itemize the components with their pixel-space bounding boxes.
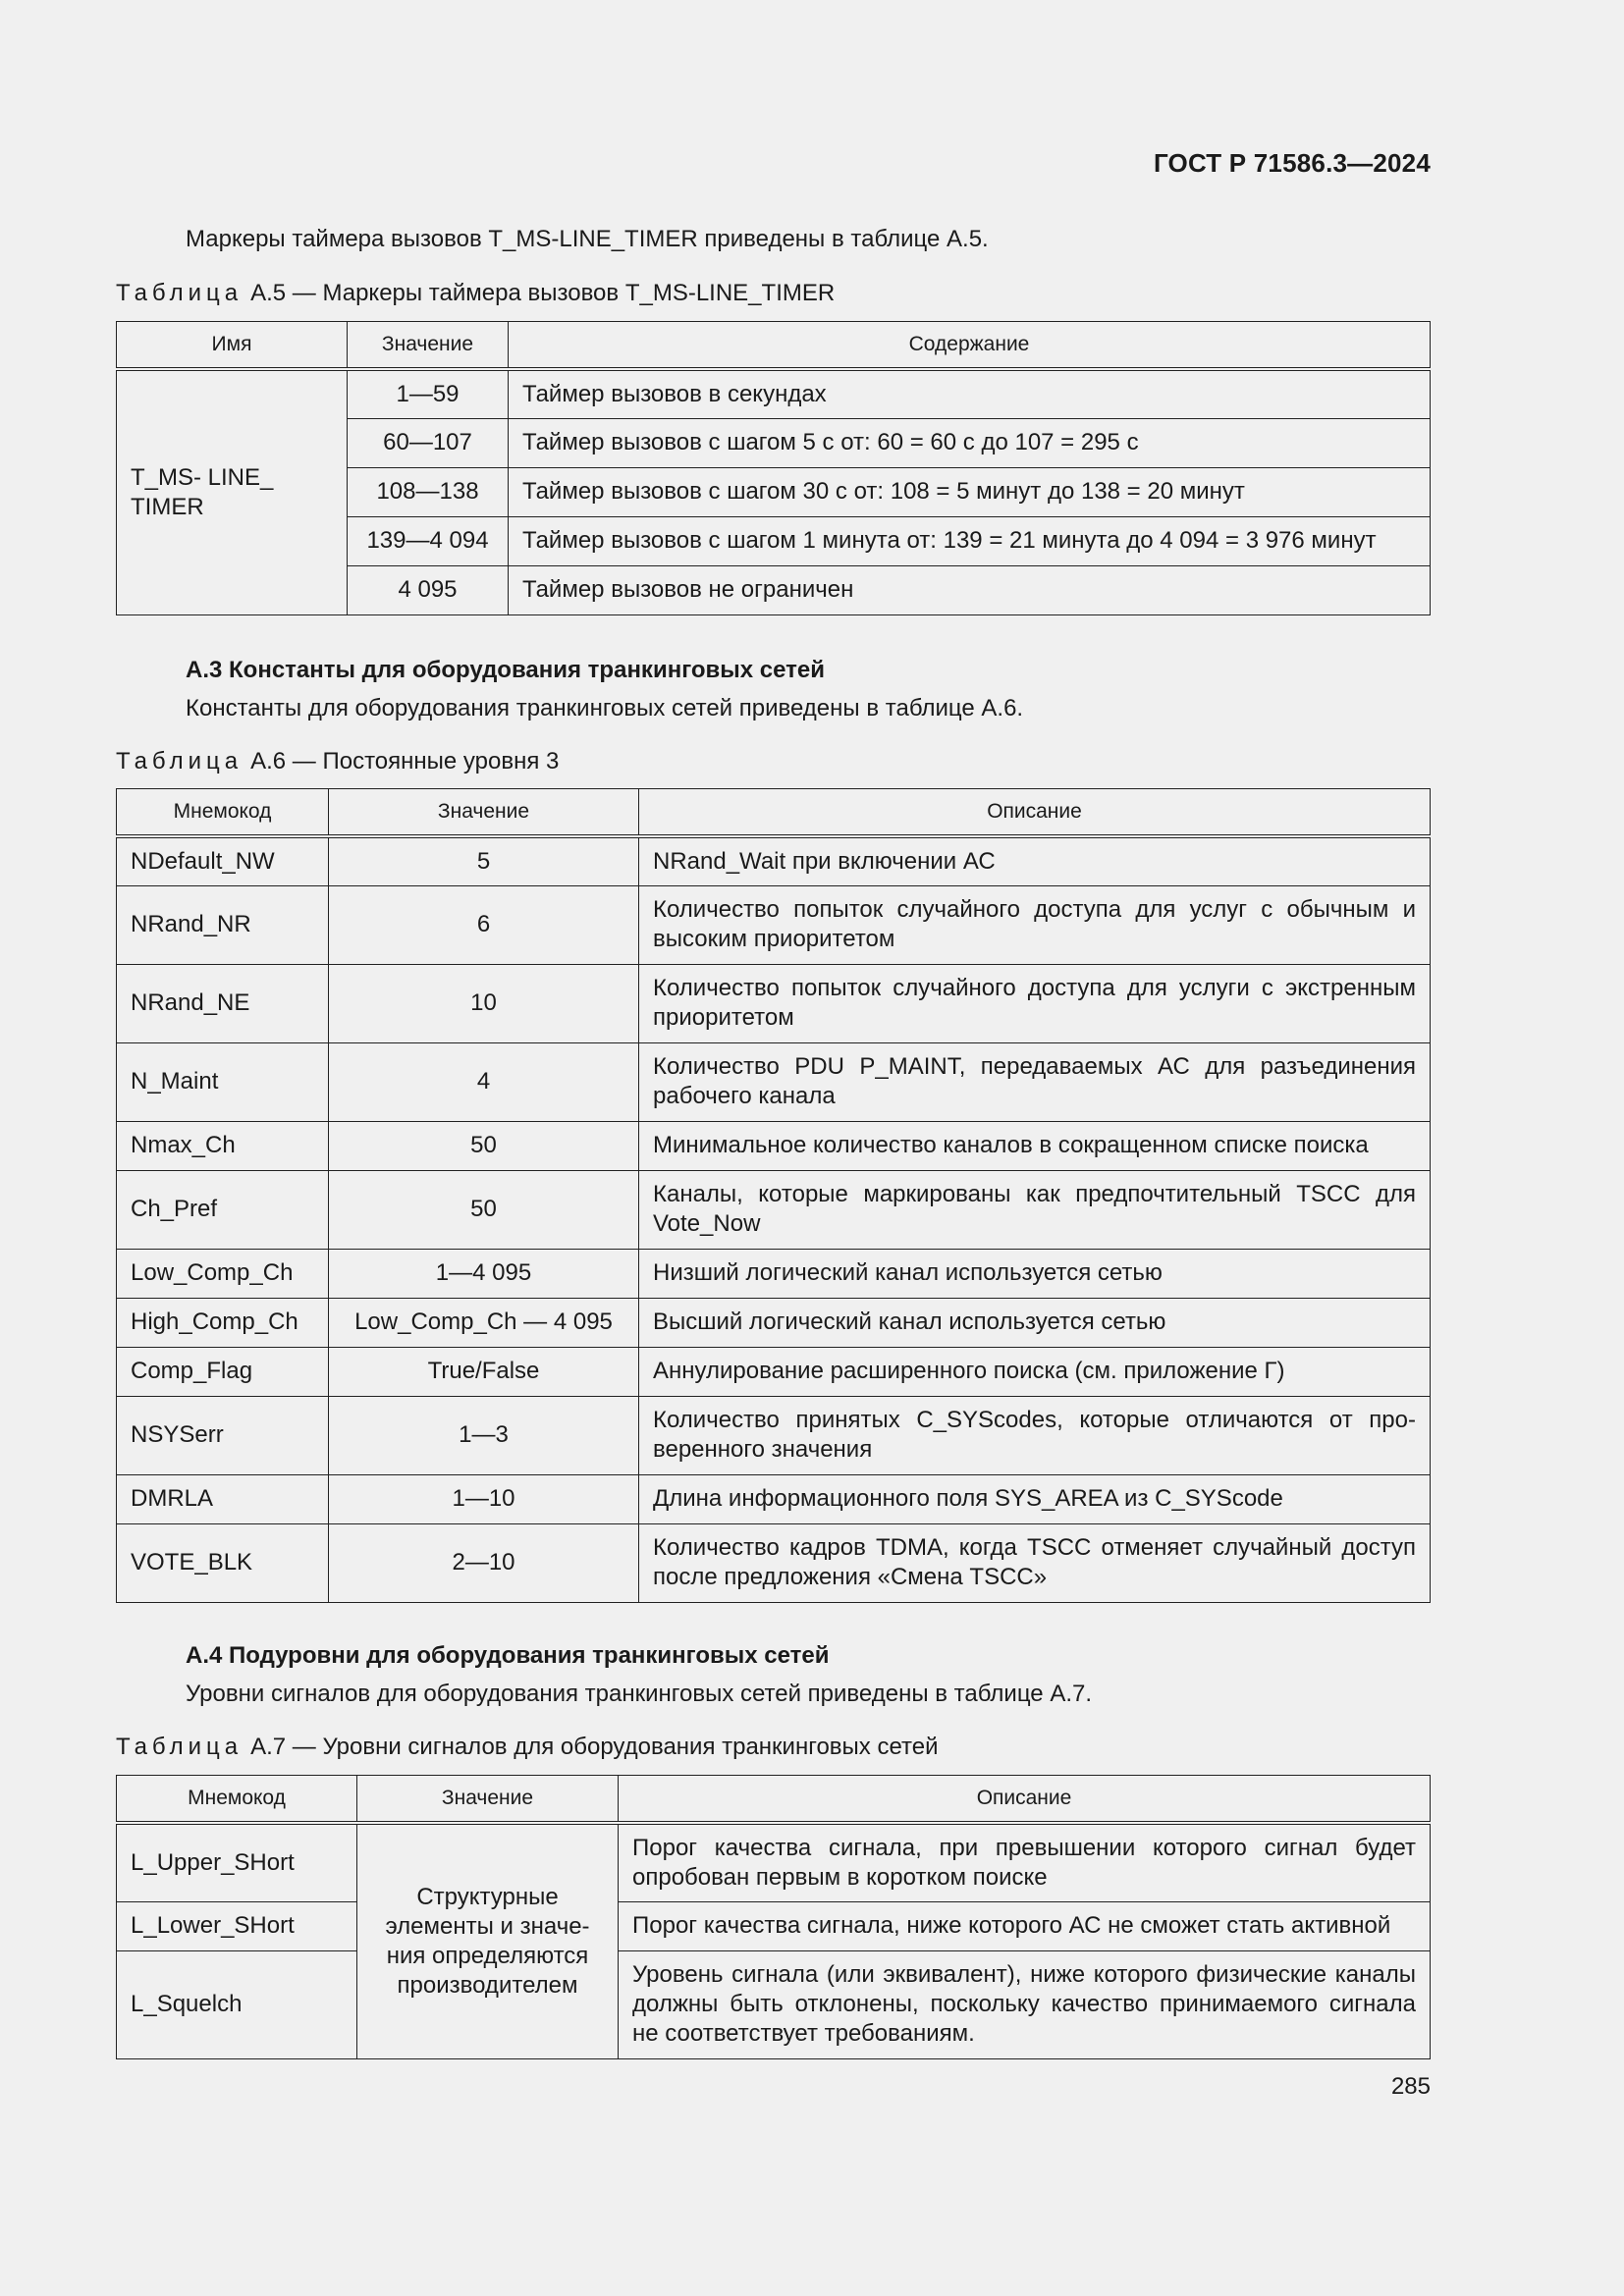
timer-name-cell: T_MS- LINE_ TIMER	[117, 369, 348, 614]
description-cell: Длина информационного поля SYS_AREA из C_SYScode	[639, 1474, 1431, 1523]
table-row	[117, 1170, 1431, 1249]
value-cell: 50	[329, 1170, 639, 1249]
table-row	[117, 1298, 1431, 1347]
table-row	[117, 1950, 1431, 2058]
description-cell: Порог качества сигнала, ниже которого АС не сможет стать активной	[619, 1901, 1431, 1950]
mnemonic-cell: VOTE_BLK	[117, 1523, 329, 1602]
value-cell: 60—107	[348, 418, 509, 467]
table-header-row	[117, 322, 1431, 370]
table-row	[117, 1121, 1431, 1170]
value-cell: 1—59	[348, 369, 509, 418]
mnemonic-cell: Nmax_Ch	[117, 1121, 329, 1170]
table-row	[117, 1347, 1431, 1396]
column-header-value: Значение	[329, 789, 639, 837]
column-header-name: Имя	[117, 322, 348, 370]
table-row	[117, 1523, 1431, 1602]
section-a4-heading: А.4 Подуровни для оборудования транкинговых сетей	[186, 1642, 830, 1669]
table-row	[117, 1823, 1431, 1901]
content-cell: Таймер вызовов с шагом 1 минута от: 139 = 21 минута до 4 094 = 3 976 минут	[509, 516, 1431, 565]
document-id: ГОСТ Р 71586.3—2024	[1153, 148, 1431, 178]
table-a5-caption-word: Таблица	[116, 280, 244, 306]
description-cell: Количество PDU P_MAINT, передаваемых АС для разъединения рабочего канала	[639, 1042, 1431, 1121]
mnemonic-cell: Low_Comp_Ch	[117, 1249, 329, 1298]
content-cell: Таймер вызовов в секундах	[509, 369, 1431, 418]
table-a7	[116, 1775, 1431, 2059]
description-cell: NRand_Wait при включении АС	[639, 836, 1431, 885]
table-header-row	[117, 1776, 1431, 1824]
content-cell: Таймер вызовов с шагом 30 с от: 108 = 5 минут до 138 = 20 минут	[509, 467, 1431, 516]
description-cell: Количество попыток случайного доступа для услуг с обычным и высоким приоритетом	[639, 885, 1431, 964]
value-cell: 2—10	[329, 1523, 639, 1602]
mnemonic-cell: L_Upper_SHort	[117, 1823, 357, 1901]
mnemonic-cell: High_Comp_Ch	[117, 1298, 329, 1347]
table-a5	[116, 321, 1431, 615]
description-cell: Аннулирование расширенного поиска (см. приложение Г)	[639, 1347, 1431, 1396]
value-cell: 1—3	[329, 1396, 639, 1474]
value-cell: 4	[329, 1042, 639, 1121]
description-cell: Уровень сигнала (или эквивалент), ниже которого физические каналы должны быть отклонены, поскольку качество принимаемого сигнала не соответствует требованиям.	[619, 1950, 1431, 2058]
table-row	[117, 885, 1431, 964]
column-header-description: Описание	[619, 1776, 1431, 1824]
value-cell: 5	[329, 836, 639, 885]
value-cell: 1—4 095	[329, 1249, 639, 1298]
column-header-value: Значение	[357, 1776, 619, 1824]
section-a3-heading: А.3 Константы для оборудования транкинговых сетей	[186, 657, 826, 683]
table-a7-caption	[116, 1732, 938, 1763]
table-row	[117, 1901, 1431, 1950]
table-a6	[116, 788, 1431, 1603]
mnemonic-cell: NDefault_NW	[117, 836, 329, 885]
mnemonic-cell: NRand_NR	[117, 885, 329, 964]
column-header-content: Содержание	[509, 322, 1431, 370]
column-header-mnemonic: Мнемокод	[117, 789, 329, 837]
value-cell: 139—4 094	[348, 516, 509, 565]
column-header-value: Значение	[348, 322, 509, 370]
table-header-row	[117, 789, 1431, 837]
table-a5-caption-text: А.5 — Маркеры таймера вызовов T_MS-LINE_TIMER	[250, 280, 836, 306]
mnemonic-cell: NSYSerr	[117, 1396, 329, 1474]
mnemonic-cell: L_Squelch	[117, 1950, 357, 2058]
mnemonic-cell: DMRLA	[117, 1474, 329, 1523]
table-a6-caption-text: А.6 — Постоянные уровня 3	[250, 748, 560, 774]
table-a6-caption-word: Таблица	[116, 748, 244, 774]
value-cell: 4 095	[348, 565, 509, 614]
value-cell: 108—138	[348, 467, 509, 516]
table-row	[117, 1042, 1431, 1121]
value-cell: True/False	[329, 1347, 639, 1396]
value-cell: 50	[329, 1121, 639, 1170]
table-a7-caption-text: А.7 — Уровни сигналов для оборудования транкинговых сетей	[250, 1734, 939, 1760]
column-header-description: Описание	[639, 789, 1431, 837]
value-cell: 6	[329, 885, 639, 964]
mnemonic-cell: Comp_Flag	[117, 1347, 329, 1396]
table-row	[117, 1396, 1431, 1474]
section-a4-paragraph: Уровни сигналов для оборудования транкинговых сетей приведены в таблице А.7.	[186, 1681, 1093, 1707]
description-cell: Каналы, которые маркированы как предпочтительный TSCC для Vote_Now	[639, 1170, 1431, 1249]
content-cell: Таймер вызовов с шагом 5 с от: 60 = 60 с до 107 = 295 с	[509, 418, 1431, 467]
description-cell: Минимальное количество каналов в сокращенном списке поиска	[639, 1121, 1431, 1170]
mnemonic-cell: NRand_NE	[117, 964, 329, 1042]
column-header-mnemonic: Мнемокод	[117, 1776, 357, 1824]
value-cell: 10	[329, 964, 639, 1042]
table-a7-caption-word: Таблица	[116, 1734, 244, 1760]
mnemonic-cell: Ch_Pref	[117, 1170, 329, 1249]
mnemonic-cell: N_Maint	[117, 1042, 329, 1121]
table-a5-caption	[116, 278, 835, 309]
value-cell: 1—10	[329, 1474, 639, 1523]
content-cell: Таймер вызовов не ограничен	[509, 565, 1431, 614]
intro-paragraph-a5: Маркеры таймера вызовов T_MS-LINE_TIMER приведены в таблице А.5.	[186, 226, 989, 252]
table-row	[117, 1474, 1431, 1523]
description-cell: Высший логический канал используется сетью	[639, 1298, 1431, 1347]
table-row	[117, 369, 1431, 418]
mnemonic-cell: L_Lower_SHort	[117, 1901, 357, 1950]
table-a6-caption	[116, 746, 559, 777]
shared-value-cell: Структурные элементы и значения определяются производителем	[357, 1823, 619, 2058]
description-cell: Низший логический канал используется сетью	[639, 1249, 1431, 1298]
description-cell: Количество кадров TDMA, когда TSCC отменяет случайный доступ после предложения «Смена TSCC»	[639, 1523, 1431, 1602]
table-row	[117, 836, 1431, 885]
table-row	[117, 964, 1431, 1042]
section-a3-paragraph: Константы для оборудования транкинговых сетей приведены в таблице А.6.	[186, 695, 1024, 721]
description-cell: Количество принятых C_SYScodes, которые отличаются от проверенного значения	[639, 1396, 1431, 1474]
description-cell: Порог качества сигнала, при превышении которого сигнал будет опробован первым в коротком поиске	[619, 1823, 1431, 1901]
description-cell: Количество попыток случайного доступа для услуги с экстренным приоритетом	[639, 964, 1431, 1042]
table-row	[117, 1249, 1431, 1298]
value-cell: Low_Comp_Ch — 4 095	[329, 1298, 639, 1347]
page-number: 285	[1390, 2073, 1431, 2100]
